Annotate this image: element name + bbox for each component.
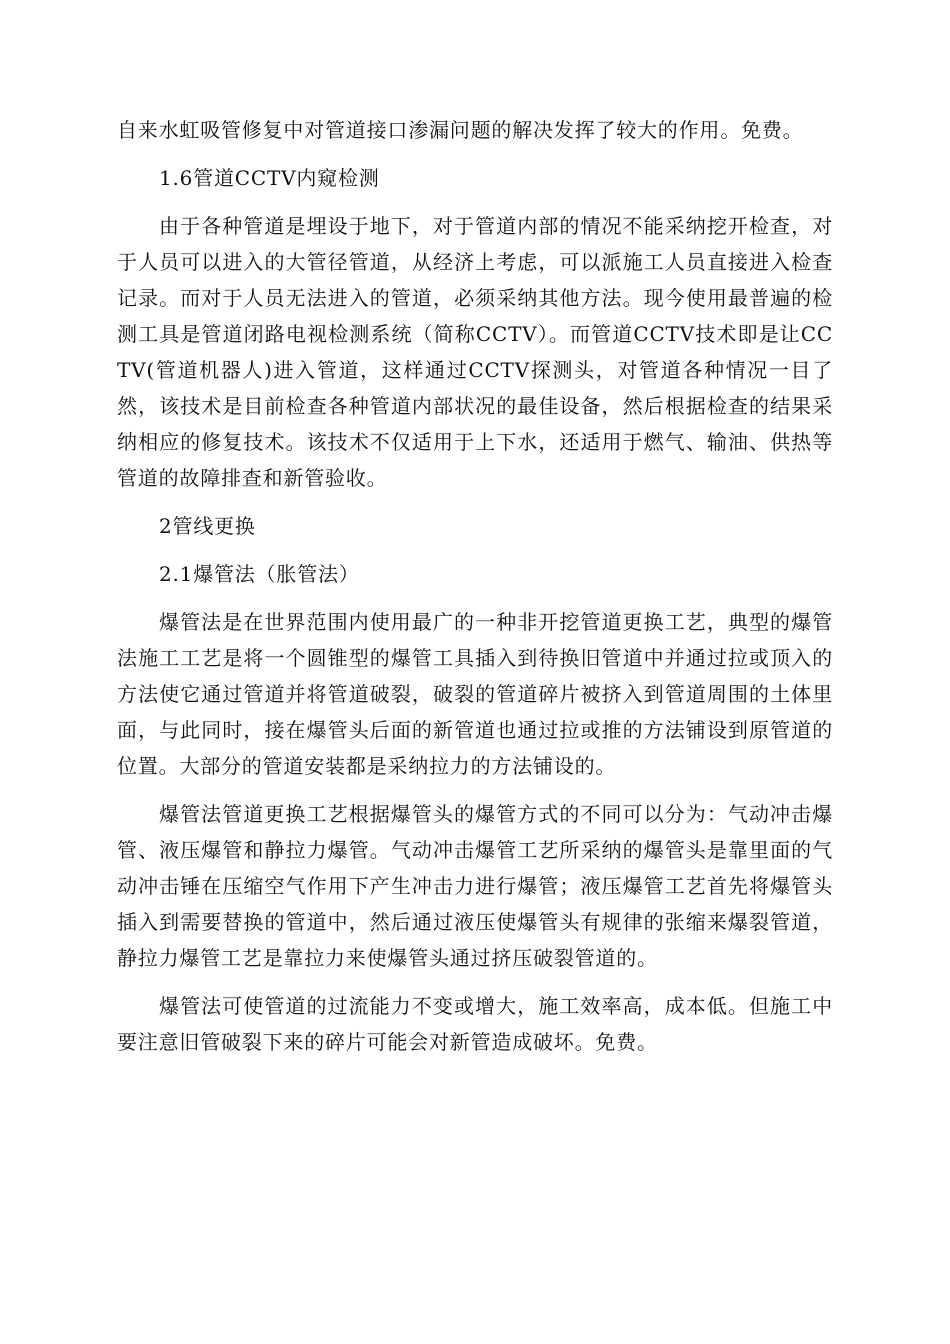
spacer <box>117 496 833 508</box>
spacer <box>117 196 833 208</box>
spacer <box>117 544 833 556</box>
spacer <box>117 592 833 604</box>
section-heading-2-1: 2.1爆管法（胀管法） <box>159 562 360 586</box>
section-heading-2: 2管线更换 <box>159 514 256 538</box>
document-page <box>117 112 833 1060</box>
spacer <box>117 976 833 988</box>
paragraph-cctv: 由于各种管道是埋设于地下，对于管道内部的情况不能采纳挖开检查，对于人员可以进入的大管径管道，从经济上考虑，可以派施工人员直接进入检查记录。而对于人员无法进入的管道，必须采纳其他方法。现今使用最普遍的检测工具是管道闭路电视检测系统（简称CCTV）。而管道CCTV技术即是让CCTV(管道机器人)进入管道，这样通过CCTV探测头，对管道各种情况一目了然，该技术是目前检查各种管道内部状况的最佳设备，然后根据检查的结果采纳相应的修复技术。该技术不仅适用于上下水，还适用于燃气、输油、供热等管道的故障排查和新管验收。 <box>117 214 833 490</box>
spacer <box>117 148 833 160</box>
paragraph-continuation: 自来水虹吸管修复中对管道接口渗漏问题的解决发挥了较大的作用。免费。 <box>117 118 804 142</box>
paragraph-bursting-summary: 爆管法可使管道的过流能力不变或增大，施工效率高，成本低。但施工中要注意旧管破裂下来的碎片可能会对新管造成破坏。免费。 <box>117 994 833 1054</box>
paragraph-pipe-bursting: 爆管法是在世界范围内使用最广的一种非开挖管道更换工艺，典型的爆管法施工工艺是将一个圆锥型的爆管工具插入到待换旧管道中并通过拉或顶入的方法使它通过管道并将管道破裂，破裂的管道碎片被挤入到管道周围的土体里面，与此同时，接在爆管头后面的新管道也通过拉或推的方法铺设到原管道的位置。大部分的管道安装都是采纳拉力的方法铺设的。 <box>117 610 833 778</box>
spacer <box>117 784 833 796</box>
section-heading-1-6: 1.6管道CCTV内窥检测 <box>159 166 380 190</box>
paragraph-bursting-types: 爆管法管道更换工艺根据爆管头的爆管方式的不同可以分为：气动冲击爆管、液压爆管和静拉力爆管。气动冲击爆管工艺所采纳的爆管头是靠里面的气动冲击锤在压缩空气作用下产生冲击力进行爆管；液压爆管工艺首先将爆管头插入到需要替换的管道中，然后通过液压使爆管头有规律的张缩来爆裂管道，静拉力爆管工艺是靠拉力来使爆管头通过挤压破裂管道的。 <box>117 802 833 970</box>
